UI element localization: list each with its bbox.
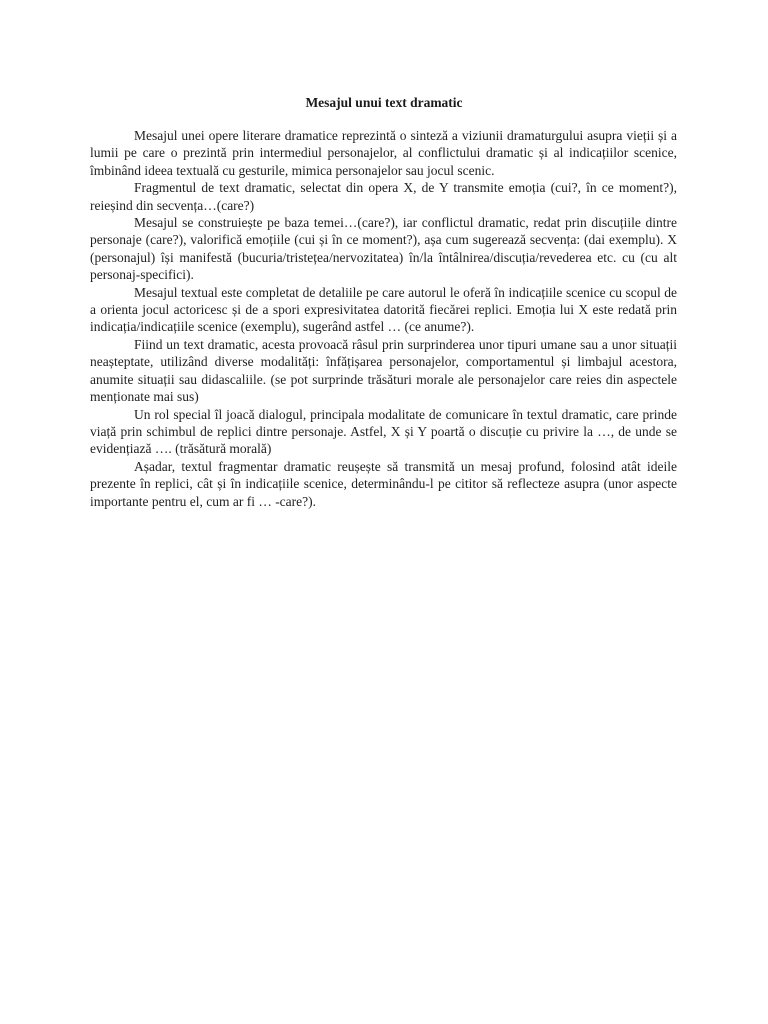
paragraph-dialogue: Un rol special îl joacă dialogul, principala modalitate de comunicare în textul dramatic, care prinde viață prin schimbul de replici dintre personaje. Astfel, X și Y poartă o discuție cu privire la …, de unde se evidențiază …. (trăsătură morală) [90,406,677,457]
paragraph-conclusion: Așadar, textul fragmentar dramatic reușește să transmită un mesaj profund, folosind atât ideile prezente în replici, cât și în indicațiile scenice, determinându-l pe cititor să reflecteze asupra (unor aspecte importante pentru el, cum ar fi … -care?). [90,458,677,509]
paragraph-stage-directions: Mesajul textual este completat de detaliile pe care autorul le oferă în indicațiile scenice cu scopul de a orienta jocul actoricesc și de a spori expresivitatea datorită fiecărei replici. Emoția lui X este redată prin indicația/indicațiile scenice (exemplu), sugerând astfel … (ce anume?). [90,284,677,335]
paragraph-definition: Mesajul unei opere literare dramatice reprezintă o sinteză a viziunii dramaturgului asupra vieții și a lumii pe care o prezintă prin intermediul personajelor, al conflictului dramatic și al indicațiilor scenice, îmbinând ideea textuală cu gesturile, mimica personajelor sau jocul scenic. [90,128,677,178]
paragraph-fragment: Fragmentul de text dramatic, selectat din opera X, de Y transmite emoția (cui?, în ce moment?), reieșind din secvența…(care?) [90,180,677,213]
paragraph-comic: Fiind un text dramatic, acesta provoacă râsul prin surprinderea unor tipuri umane sau a unor situații neașteptate, utilizând diverse modalități: înfățișarea personajelor, comportamentul și limbajul acestora, anumite situații sau didascaliile. (se pot surprinde trăsături morale ale personajelor care reies din aspectele menționate mai sus) [90,336,677,405]
document-title: Mesajul unui text dramatic [305,95,463,110]
paragraph-theme: Mesajul se construiește pe baza temei…(care?), iar conflictul dramatic, redat prin discuțiile dintre personaje (care?), valorifică emoțiile (cui și în ce moment?), așa cum sugerează secvența: (dai exemplu). X (personajul) își manifestă (bucuria/tristețea/nervozitatea) în/la întâlnirea/discuția/revederea etc. cu (cu alt personaj-specifici). [90,215,677,283]
document-body [90,127,677,510]
